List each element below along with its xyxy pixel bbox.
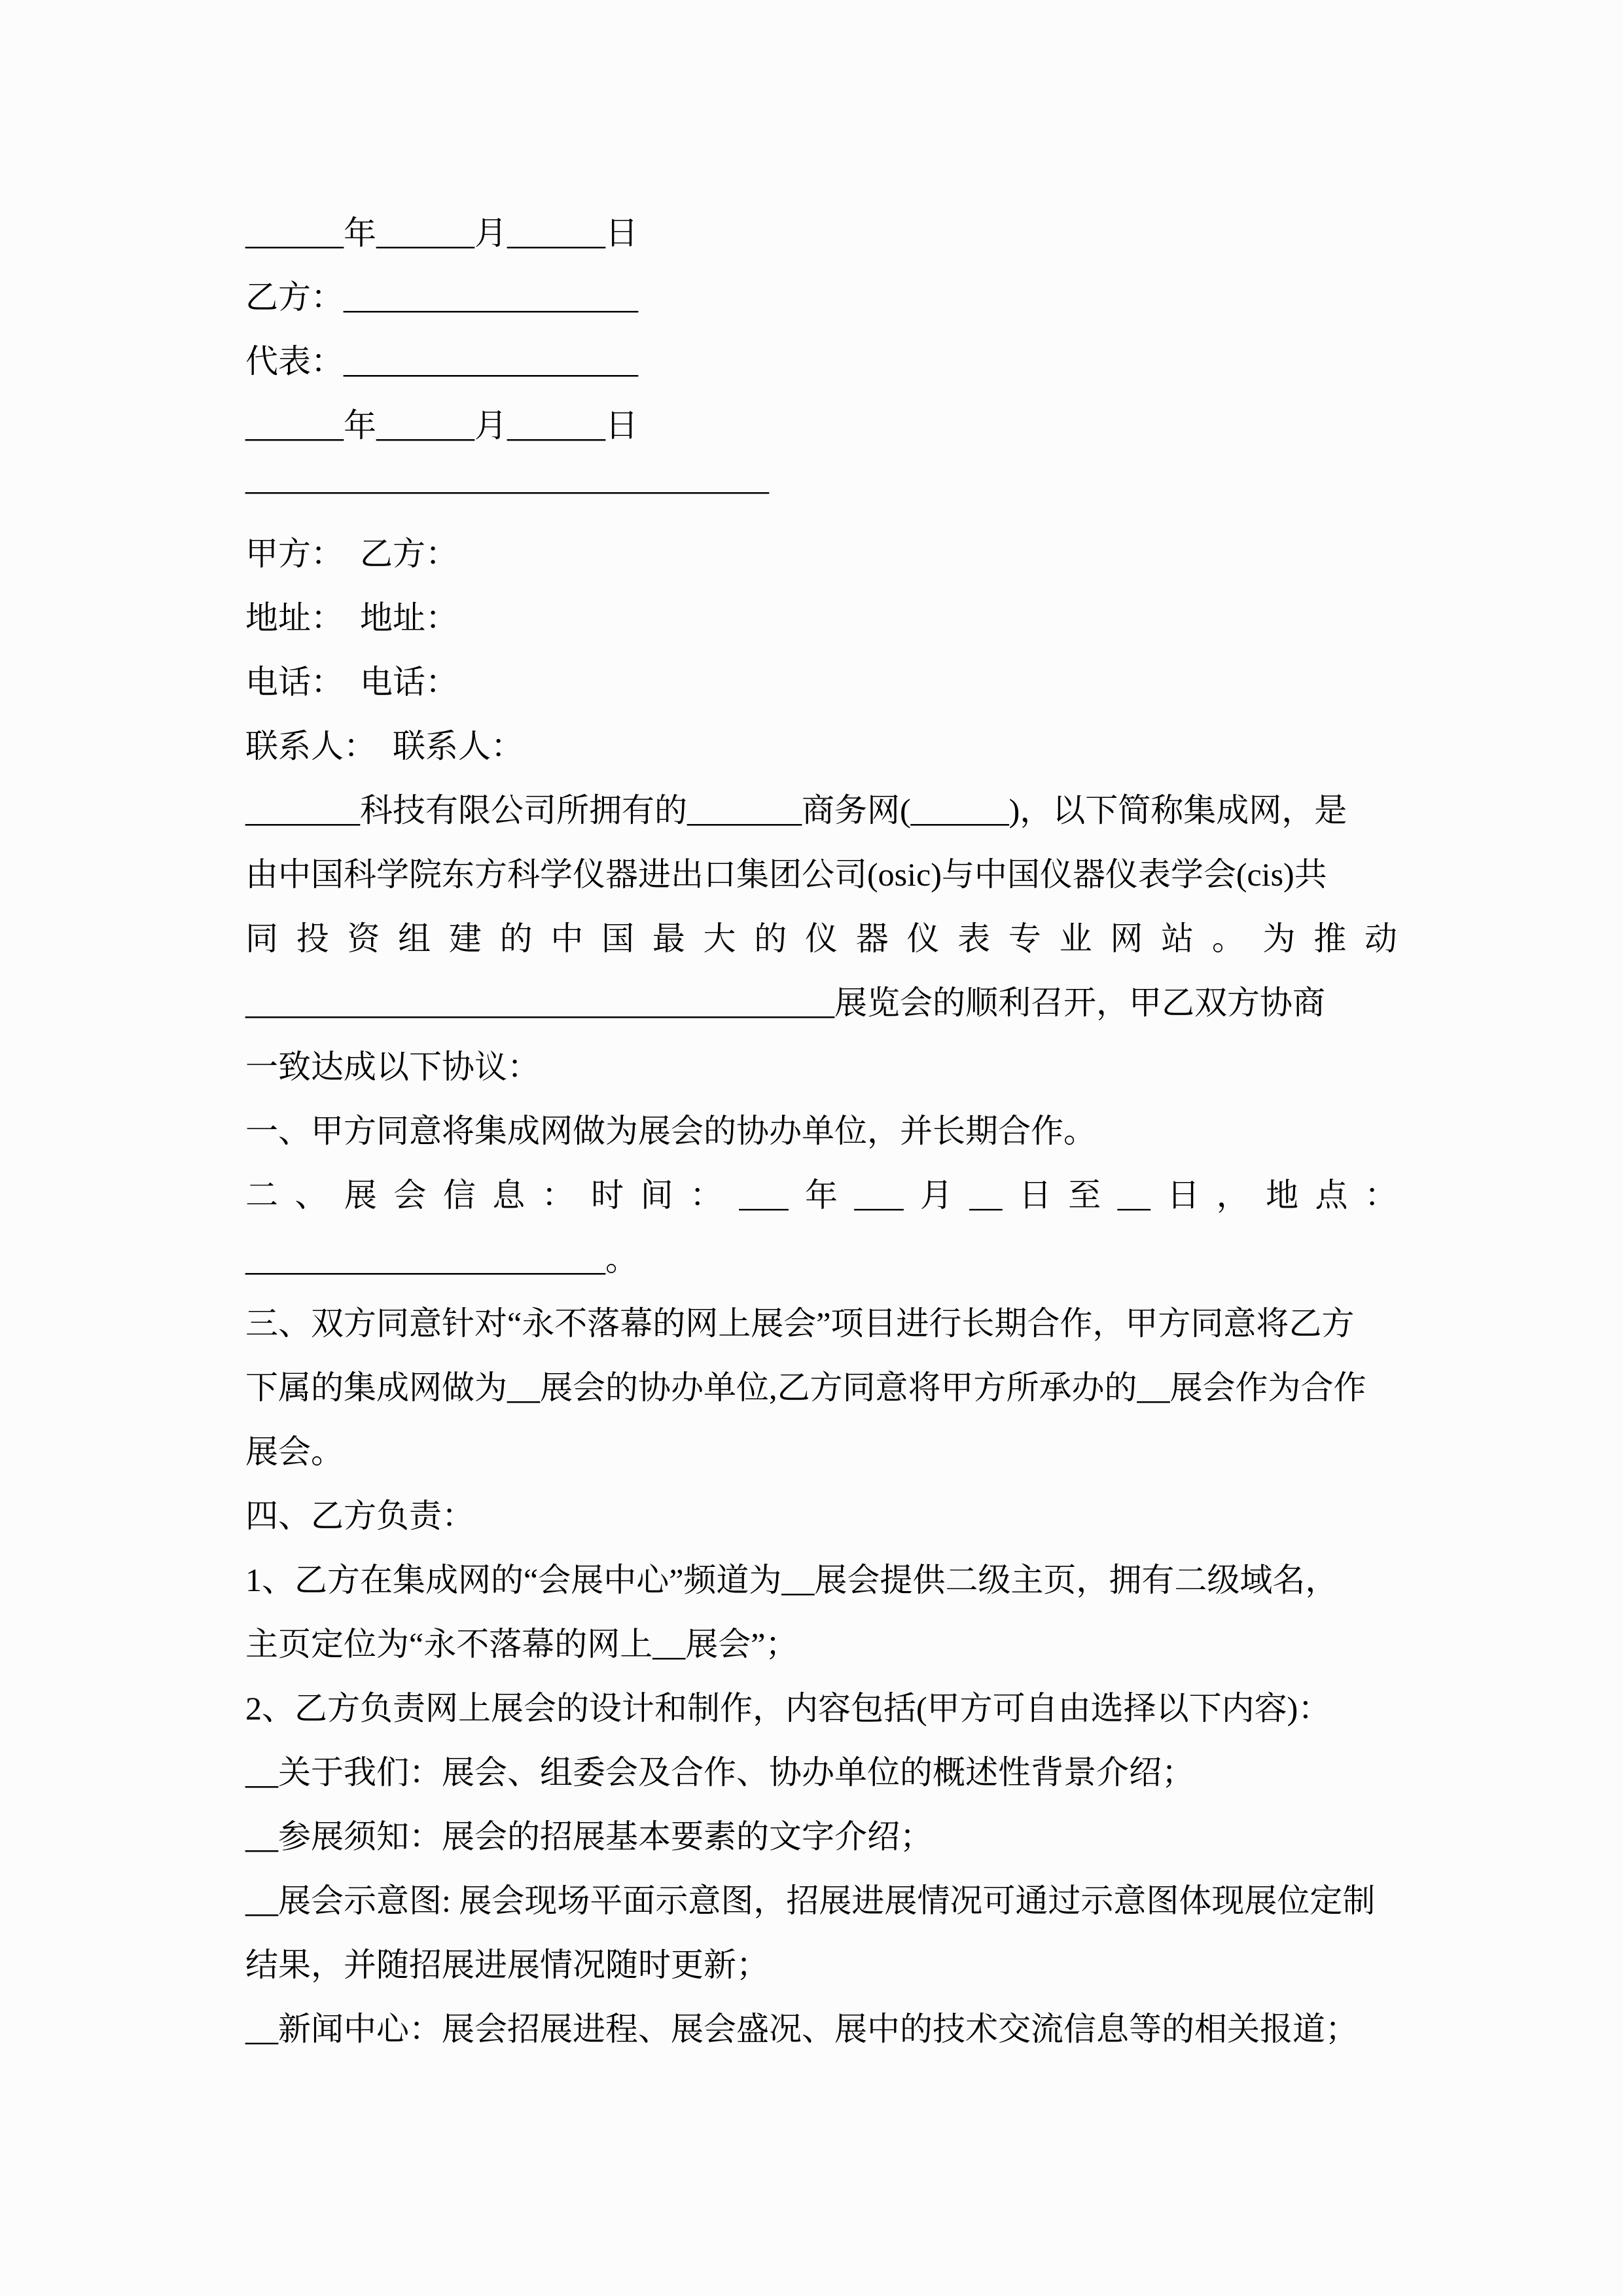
text-line: 展会。 <box>245 1433 344 1470</box>
text-line: 三、双方同意针对“永不落幕的网上展会”项目进行长期合作，甲方同意将乙方 <box>245 1305 1355 1342</box>
text-line: 电话： 电话： <box>245 664 458 700</box>
text-line: ______年______月______日 <box>245 407 638 444</box>
text-line: 结果，并随招展进展情况随时更新； <box>245 1946 769 1983</box>
text-line: ______________________。 <box>245 1241 638 1278</box>
text-line: 一、甲方同意将集成网做为展会的协办单位，并长期合作。 <box>245 1113 1096 1149</box>
text-line: 四、乙方负责： <box>245 1498 474 1534</box>
text-line: __新闻中心：展会招展进程、展会盛况、展中的技术交流信息等的相关报道； <box>245 2011 1358 2047</box>
text-line: 下属的集成网做为__展会的协办单位,乙方同意将甲方所承办的__展会作为合作 <box>245 1369 1366 1406</box>
text-line: 地址： 地址： <box>245 600 458 636</box>
text-line: 一致达成以下协议： <box>245 1049 540 1085</box>
text-line: 同投资组建的中国最大的仪器仪表专业网站。为推动 <box>245 920 1397 957</box>
text-line: __关于我们：展会、组委会及合作、协办单位的概述性背景介绍； <box>245 1754 1194 1791</box>
text-line: ____________________________________展览会的顺利召开，甲乙双方协商 <box>245 984 1325 1021</box>
text-line: __参展须知：展会的招展基本要素的文字介绍； <box>245 1818 933 1855</box>
text-line: _______科技有限公司所拥有的_______商务网(______)，以下简称集成网，是 <box>245 792 1347 829</box>
text-line: 2、乙方负责网上展会的设计和制作，内容包括(甲方可自由选择以下内容)： <box>245 1690 1331 1727</box>
text-line: 主页定位为“永不落幕的网上__展会”； <box>245 1626 798 1662</box>
text-line: 联系人： 联系人： <box>245 728 524 764</box>
text-line: ———————————————— <box>245 471 769 508</box>
text-line: 由中国科学院东方科学仪器进出口集团公司(osic)与中国仪器仪表学会(cis)共 <box>245 856 1327 893</box>
text-line: 甲方： 乙方： <box>245 535 458 572</box>
text-line: 代表：__________________ <box>245 343 638 380</box>
document-body <box>245 201 1397 2061</box>
text-line: 1、乙方在集成网的“会展中心”频道为__展会提供二级主页，拥有二级域名， <box>245 1562 1338 1598</box>
text-line: 二、展会信息：时间：___年___月__日至__日，地点： <box>245 1177 1397 1213</box>
text-line: __展会示意图: 展会现场平面示意图，招展进展情况可通过示意图体现展位定制 <box>245 1882 1376 1919</box>
text-line: 乙方：__________________ <box>245 279 638 315</box>
text-line: ______年______月______日 <box>245 215 638 251</box>
